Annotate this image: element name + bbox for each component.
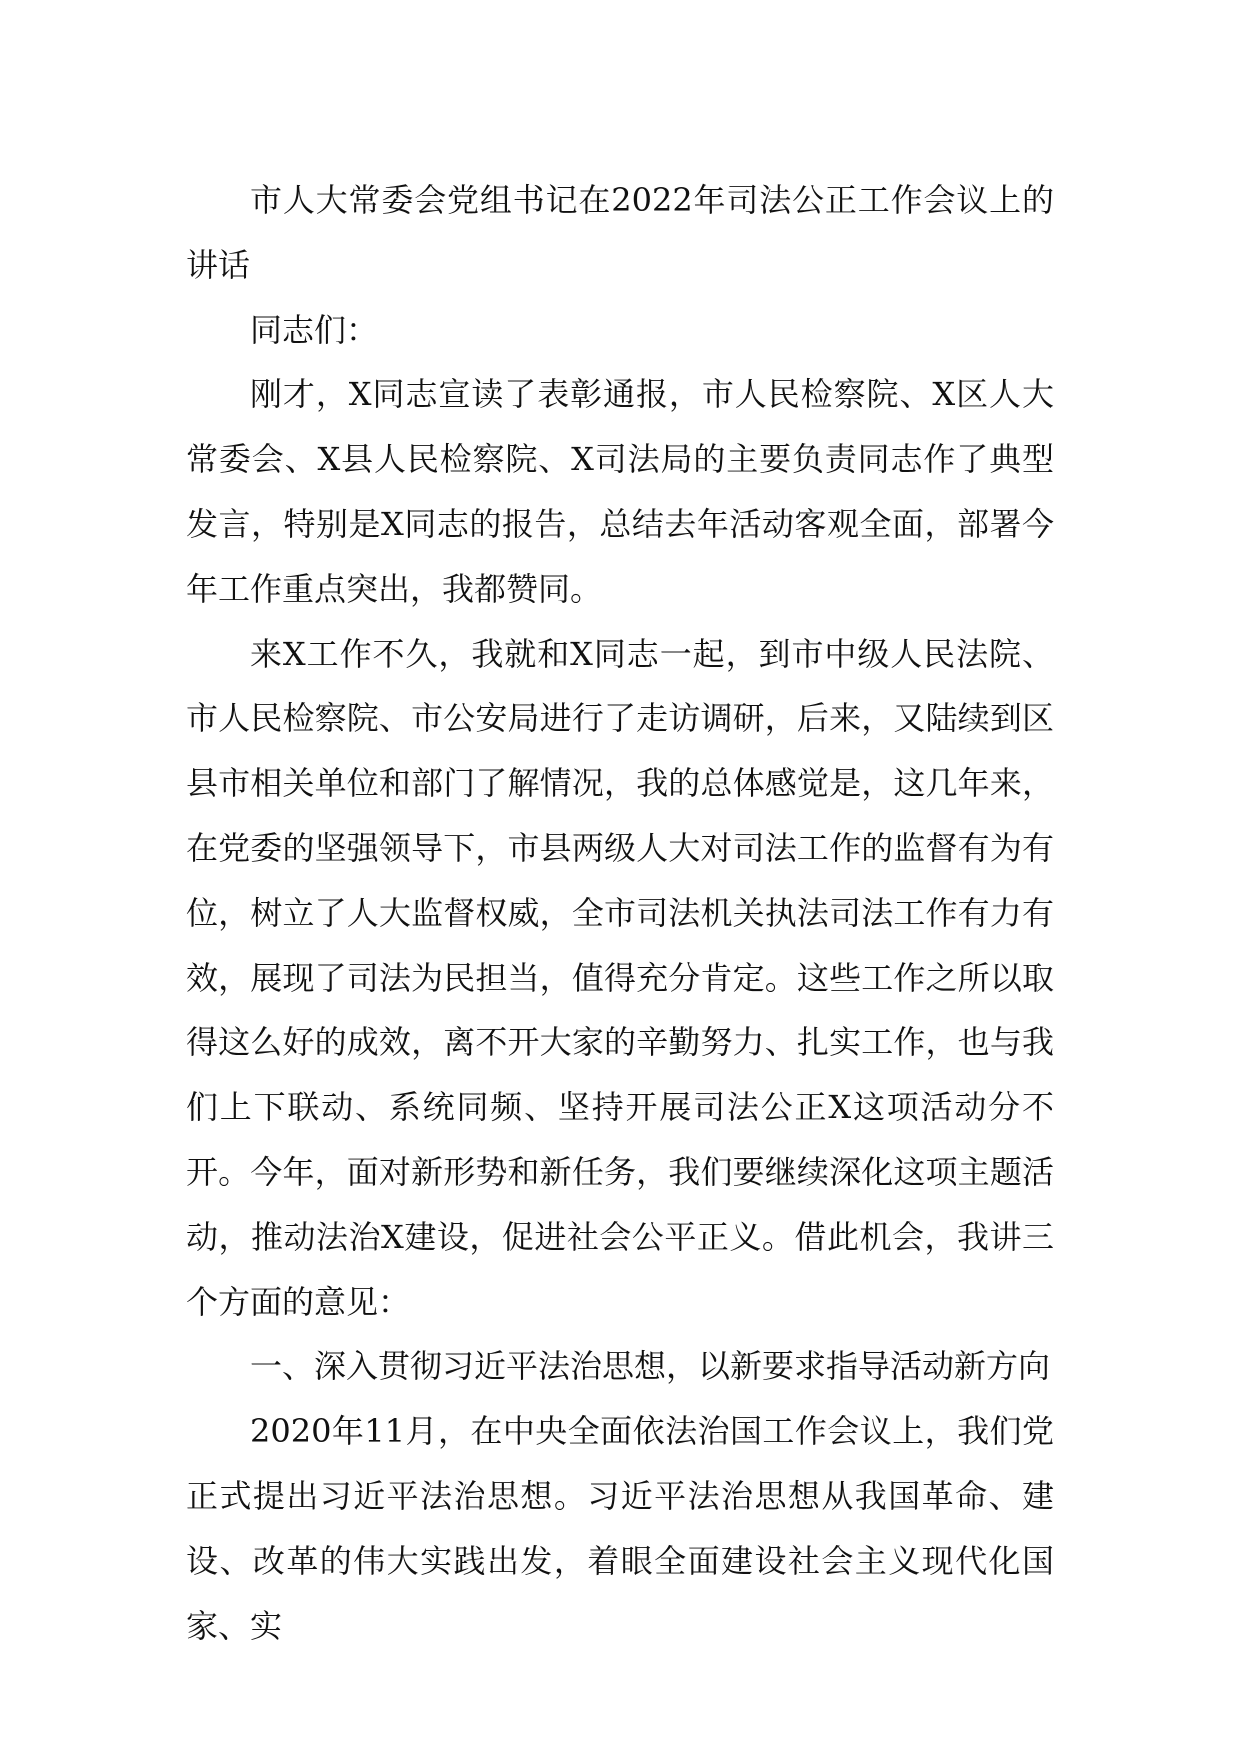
paragraph-intro: 刚才，X同志宣读了表彰通报，市人民检察院、X区人大常委会、X县人民检察院、X司法局的主要负责同志作了典型发言，特别是X同志的报告，总结去年活动客观全面，部署今年工作重点突出，我都赞同。 [186,375,1054,608]
salutation: 同志们： [250,310,379,349]
paragraph-overview: 来X工作不久，我就和X同志一起，到市中级人民法院、市人民检察院、市公安局进行了走访调研，后来，又陆续到区县市相关单位和部门了解情况，我的总体感觉是，这几年来，在党委的坚强领导下，市县两级人大对司法工作的监督有为有位，树立了人大监督权威，全市司法机关执法司法工作有力有效，展现了司法为民担当，值得充分肯定。这些工作之所以取得这么好的成效，离不开大家的辛勤努力、扎实工作，也与我们上下联动、系统同频、坚持开展司法公正X这项活动分不开。今年，面对新形势和新任务，我们要继续深化这项主题活动，推动法治X建设，促进社会公平正义。借此机会，我讲三个方面的意见： [186,634,1054,1321]
section-heading: 一、深入贯彻习近平法治思想，以新要求指导活动新方向 [250,1347,1051,1386]
document-title: 市人大常委会党组书记在2022年司法公正工作会议上的讲话 [186,181,1054,284]
section-paragraph: 2020年11月，在中央全面依法治国工作会议上，我们党正式提出习近平法治思想。习近平法治思想从我国革命、建设、改革的伟大实践出发，着眼全面建设社会主义现代化国家、实 [186,1412,1054,1645]
document-body [186,168,1054,1658]
